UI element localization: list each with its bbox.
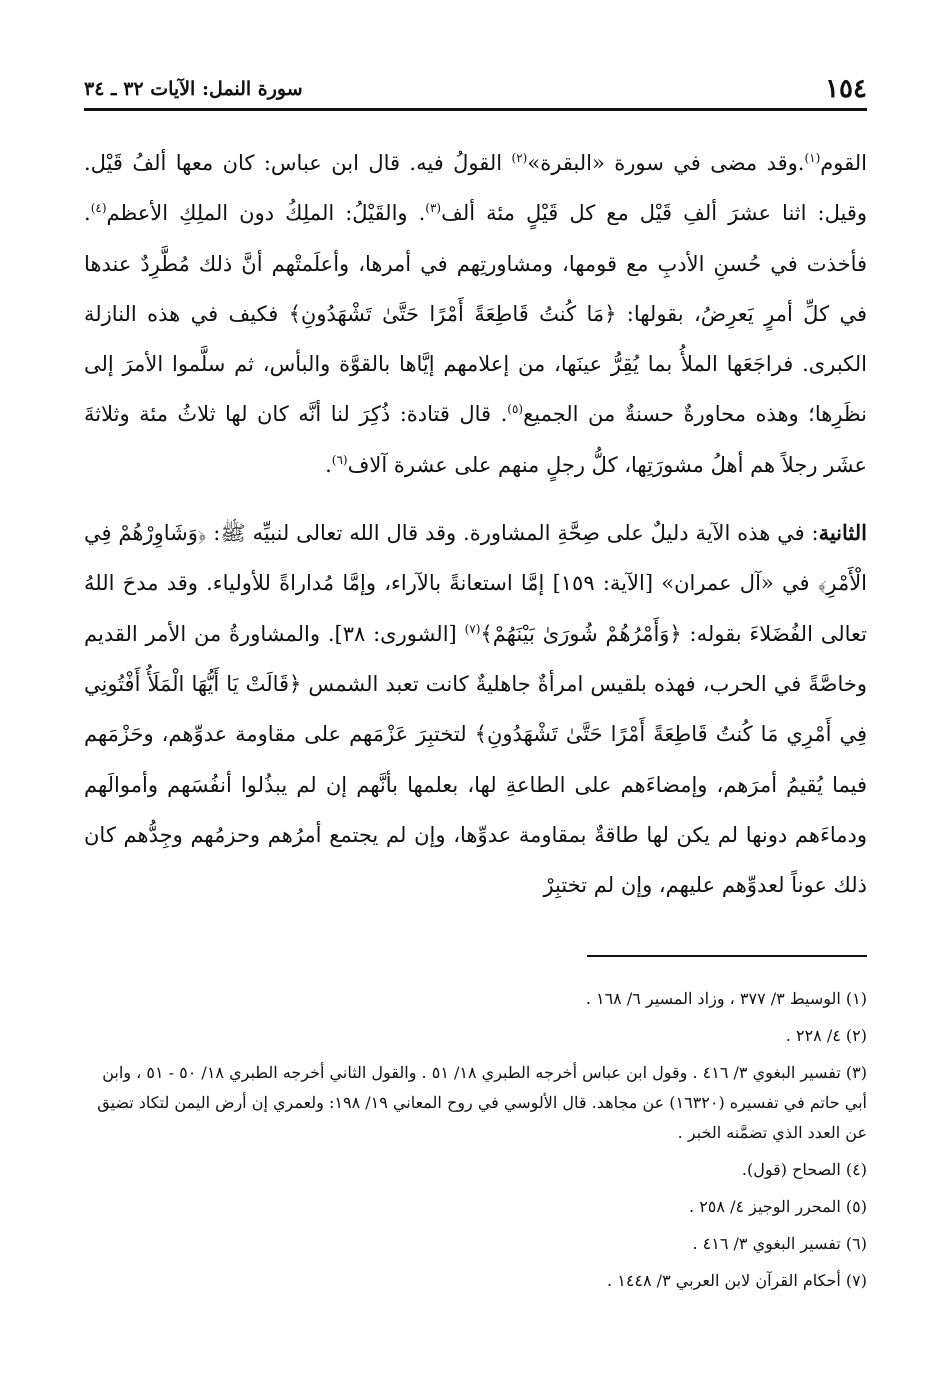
text-run: القوم [820,151,868,175]
footnote-marker[interactable]: (٦) [331,452,348,467]
footnote: (٧) أحكام القرآن لابن العربي ٣/ ١٤٤٨ . [607,1271,867,1290]
footnotes [84,984,867,1303]
text-run: القولُ فيه. قال ابن عباس: كان معها ألفُ قَيْل. وقيل: اثنا عشرَ ألفِ قَيْل مع كل قَيْلٍ مئة ألف [84,151,868,226]
page-header [84,68,867,104]
text-run: . قال قتادة: ذُكِرَ لنا أنَّه كان لها ثلاثُ مئة وثلاثةَ عشَر رجلاً هم أهلُ مشورَتِها، كلُّ رجلٍ منهم على عشرة آلاف [84,402,867,477]
text-run: : في هذه الآية دليلٌ على صِحَّةِ المشاورة. وقد قال الله تعالى لنبيِّه ﷺ: ﴿وَشَاوِرْهُمْ فِي الْأَمْرِ﴾ في «آل عمران» [الآية: ١٥٩] إمَّا استعانةً بالآراء، وإمَّا مُداراةً للأولياء. وقد مدحَ اللهُ تعالى الفُضَلاءَ بقوله: ﴿وَأَمْرُهُمْ شُورَىٰ بَيْنَهُمْ﴾ [84,521,867,646]
paragraph [84,138,867,490]
footnote-separator [587,955,867,957]
footnote-marker[interactable]: (١) [804,151,821,165]
text-run: .وقد مضى في سورة «البقرة» [527,151,805,175]
header-rule [84,108,867,111]
running-title: سورة النمل: الآيات ٣٢ ـ ٣٤ [84,78,303,100]
footnote: (٥) المحرر الوجيز ٤/ ٢٥٨ . [689,1197,867,1216]
text-run: [الشورى: ٣٨]. والمشاورةُ من الأمر القديم وخاصَّةً في الحرب، فهذه بلقيس امرأةٌ جاهليةٌ كانت تعبد الشمس ﴿قَالَتْ يَا أَيُّهَا الْمَلَأُ أَفْتُونِي فِي أَمْرِي مَا كُنتُ قَاطِعَةً أَمْرًا حَتَّىٰ تَشْهَدُونِ﴾ لتختبِرَ عَزْمَهم على مقاومة عدوِّهم، وحَزْمَهم فيما يُقيمُ أمرَهم، وإمضاءَهم على الطاعةِ لها، بعلمها بأنَّهم إن لم يبذُلوا أنفُسَهم وأموالَهم ودماءَهم دونها لم يكن لها طاقةٌ بمقاومة عدوِّها، وإن لم يجتمع أمرُهم وحزمُهم وجِدُّهم كان ذلك عوناً لعدوِّهم عليهم، وإن لم تختبِرْ [84,621,867,898]
footnote-marker[interactable]: (٥) [507,402,524,417]
footnote: (٤) الصحاح (قول). [741,1160,867,1179]
text-run: . [325,452,332,477]
footnote: (٢) ٤/ ٢٢٨ . [785,1026,867,1045]
text-run: . فأخذت في حُسنِ الأدبِ مع قومها، ومشاورتِهم في أمرها، وأعلَمتْهم أنَّ ذلك مُطَّرِدٌ عندها في كلِّ أمرٍ يَعرِضُ، بقولها: ﴿مَا كُنتُ قَاطِعَةً أَمْرًا حَتَّىٰ تَشْهَدُونِ﴾ فكيف في هذه النازلة الكبرى. فراجَعَها الملأُ بما يُقِرُّ عينَها، من إعلامهم إيَّاها بالقوَّة والبأس، ثم سلَّموا الأمرَ إلى نظَرِها؛ وهذه محاورةٌ حسنةٌ من الجميع [84,201,867,427]
main-text [84,138,867,910]
page-number: ١٥٤ [825,74,867,104]
footnote: (٣) تفسير البغوي ٣/ ٤١٦ . وقول ابن عباس أخرجه الطبري ١٨/ ٥١ . والقول الثاني أخرجه الطبري ١٨/ ٥٠ - ٥١ ، وابن أبي حاتم في تفسيره (١٦٣٢٠) عن مجاهد. قال الألوسي في روح المعاني ١٩/ ١٩٨: ولعمري إن أرض اليمن لتكاد تضيق عن العدد الذي تضمَّنه الخبر . [97,1063,867,1142]
footnote: (١) الوسيط ٣/ ٣٧٧ ، وزاد المسير ٦/ ١٦٨ . [585,989,867,1008]
footnote-marker[interactable]: (٤) [90,201,107,216]
footnote: (٦) تفسير البغوي ٣/ ٤١٦ . [692,1234,867,1253]
footnote-marker[interactable]: (٢) [511,151,528,165]
paragraph [84,508,867,910]
text-run: . والقَيْلُ: الملِكُ دون الملِكِ الأعظم [106,201,426,226]
section-label: الثانية [818,520,867,546]
footnote-marker[interactable]: (٣) [425,201,442,216]
footnote-marker[interactable]: (٧) [464,621,481,636]
